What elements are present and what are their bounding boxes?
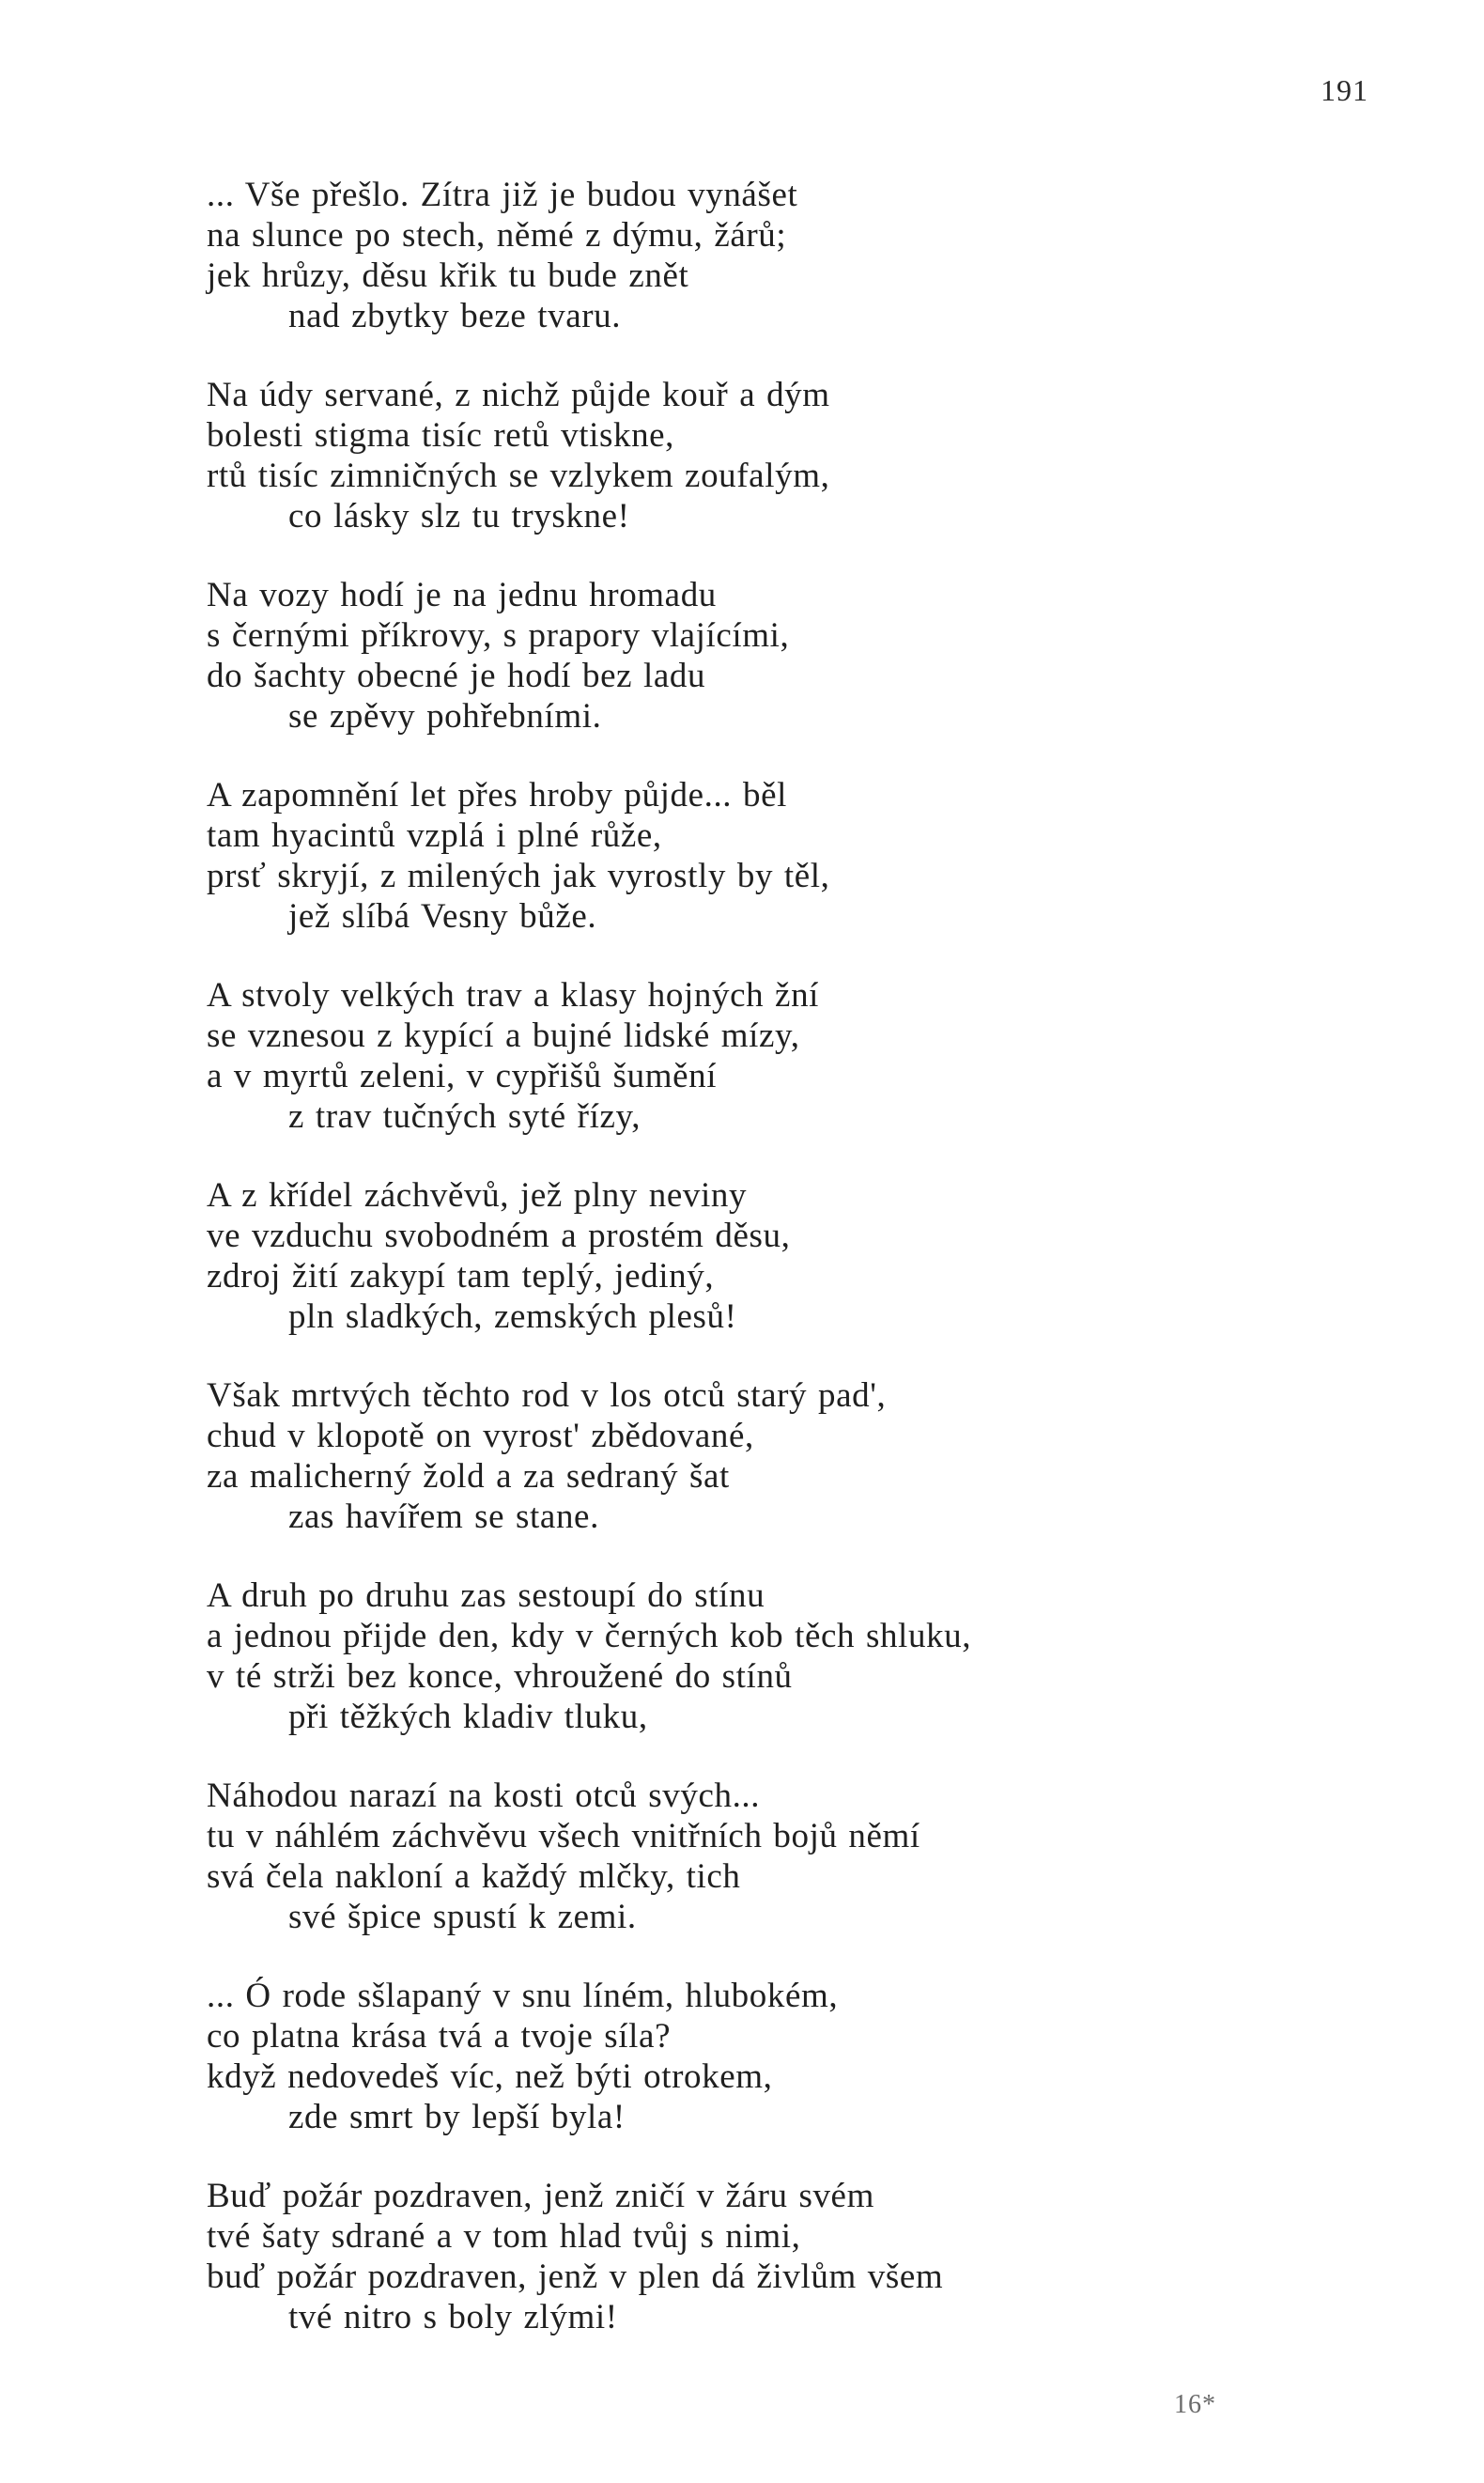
poem-line: co platna krása tvá a tvoje síla? xyxy=(207,2017,672,2056)
stanza-4 xyxy=(207,775,1334,937)
poem-line: Náhodou narazí na kosti otců svých... xyxy=(207,1777,761,1815)
stanza-6 xyxy=(207,1175,1334,1337)
poem-line-indented: nad zbytky beze tvaru. xyxy=(288,297,622,335)
poem-line: bolesti stigma tisíc retů vtiskne, xyxy=(207,416,675,455)
poem-line: Buď požár pozdraven, jenž zničí v žáru svém xyxy=(207,2177,874,2215)
poem-line: A stvoly velkých trav a klasy hojných žní xyxy=(207,976,820,1015)
stanza-8 xyxy=(207,1575,1334,1737)
stanza-2 xyxy=(207,375,1334,536)
poem-line: s černými příkrovy, s prapory vlajícími, xyxy=(207,616,790,655)
poem-line: ... Vše přešlo. Zítra již je budou vynášet xyxy=(207,176,798,214)
stanza-9 xyxy=(207,1776,1334,1937)
poem-line-indented: co lásky slz tu tryskne! xyxy=(288,497,630,535)
poem-line: tvé šaty sdrané a v tom hlad tvůj s nimi, xyxy=(207,2217,801,2256)
stanza-1 xyxy=(207,175,1334,336)
poem xyxy=(207,175,1334,2376)
stanza-5 xyxy=(207,975,1334,1137)
poem-line: tu v náhlém záchvěvu všech vnitřních bojů němí xyxy=(207,1817,920,1855)
stanza-7 xyxy=(207,1375,1334,1537)
poem-line: když nedovedeš víc, než býti otrokem, xyxy=(207,2057,773,2096)
stanza-10 xyxy=(207,1976,1334,2137)
poem-line: chud v klopotě on vyrost' zbědované, xyxy=(207,1417,754,1455)
poem-line: na slunce po stech, němé z dýmu, žárů; xyxy=(207,216,787,255)
poem-line: a jednou přijde den, kdy v černých kob těch shluku, xyxy=(207,1617,972,1655)
poem-line: Však mrtvých těchto rod v los otců starý pad', xyxy=(207,1376,887,1415)
poem-line-indented: z trav tučných syté řízy, xyxy=(288,1097,642,1136)
poem-line-indented: tvé nitro s boly zlými! xyxy=(288,2298,618,2336)
signature-mark: 16* xyxy=(1174,2390,1216,2419)
poem-line: za malicherný žold a za sedraný šat xyxy=(207,1457,730,1496)
poem-line-indented: zas havířem se stane. xyxy=(288,1498,599,1536)
poem-line: zdroj žití zakypí tam teplý, jediný, xyxy=(207,1257,715,1296)
poem-line: A druh po druhu zas sestoupí do stínu xyxy=(207,1576,765,1615)
poem-line: se vznesou z kypící a bujné lidské mízy, xyxy=(207,1016,800,1055)
poem-line-indented: své špice spustí k zemi. xyxy=(288,1898,637,1936)
poem-line-indented: zde smrt by lepší byla! xyxy=(288,2098,626,2136)
page-number: 191 xyxy=(1321,73,1368,107)
poem-line: Na vozy hodí je na jednu hromadu xyxy=(207,576,717,614)
poem-line: A zapomnění let přes hroby půjde... běl xyxy=(207,776,788,815)
poem-line: Na údy servané, z nichž půjde kouř a dým xyxy=(207,376,830,414)
poem-line: jek hrůzy, děsu křik tu bude znět xyxy=(207,256,689,295)
poem-line: tam hyacintů vzplá i plné růže, xyxy=(207,816,662,855)
poem-line: rtů tisíc zimničných se vzlykem zoufalým, xyxy=(207,457,830,495)
poem-line: svá čela nakloní a každý mlčky, tich xyxy=(207,1857,741,1896)
poem-line-indented: jež slíbá Vesny bůže. xyxy=(288,897,597,936)
poem-line: a v myrtů zeleni, v cypřišů šumění xyxy=(207,1057,718,1095)
poem-line-indented: se zpěvy pohřebními. xyxy=(288,697,602,736)
poem-line: prsť skryjí, z milených jak vyrostly by těl, xyxy=(207,857,830,895)
poem-line-indented: při těžkých kladiv tluku, xyxy=(288,1698,648,1736)
poem-line: buď požár pozdraven, jenž v plen dá živlům všem xyxy=(207,2258,944,2296)
poem-line: ... Ó rode sšlapaný v snu líném, hlubokém, xyxy=(207,1977,839,2015)
poem-line: v té strži bez konce, vhroužené do stínů xyxy=(207,1657,793,1696)
poem-line-indented: pln sladkých, zemských plesů! xyxy=(288,1297,737,1336)
stanza-11 xyxy=(207,2176,1334,2337)
poem-line: A z křídel záchvěvů, jež plny neviny xyxy=(207,1176,748,1215)
poem-line: ve vzduchu svobodném a prostém děsu, xyxy=(207,1217,791,1255)
poem-line: do šachty obecné je hodí bez ladu xyxy=(207,657,706,695)
stanza-3 xyxy=(207,575,1334,737)
